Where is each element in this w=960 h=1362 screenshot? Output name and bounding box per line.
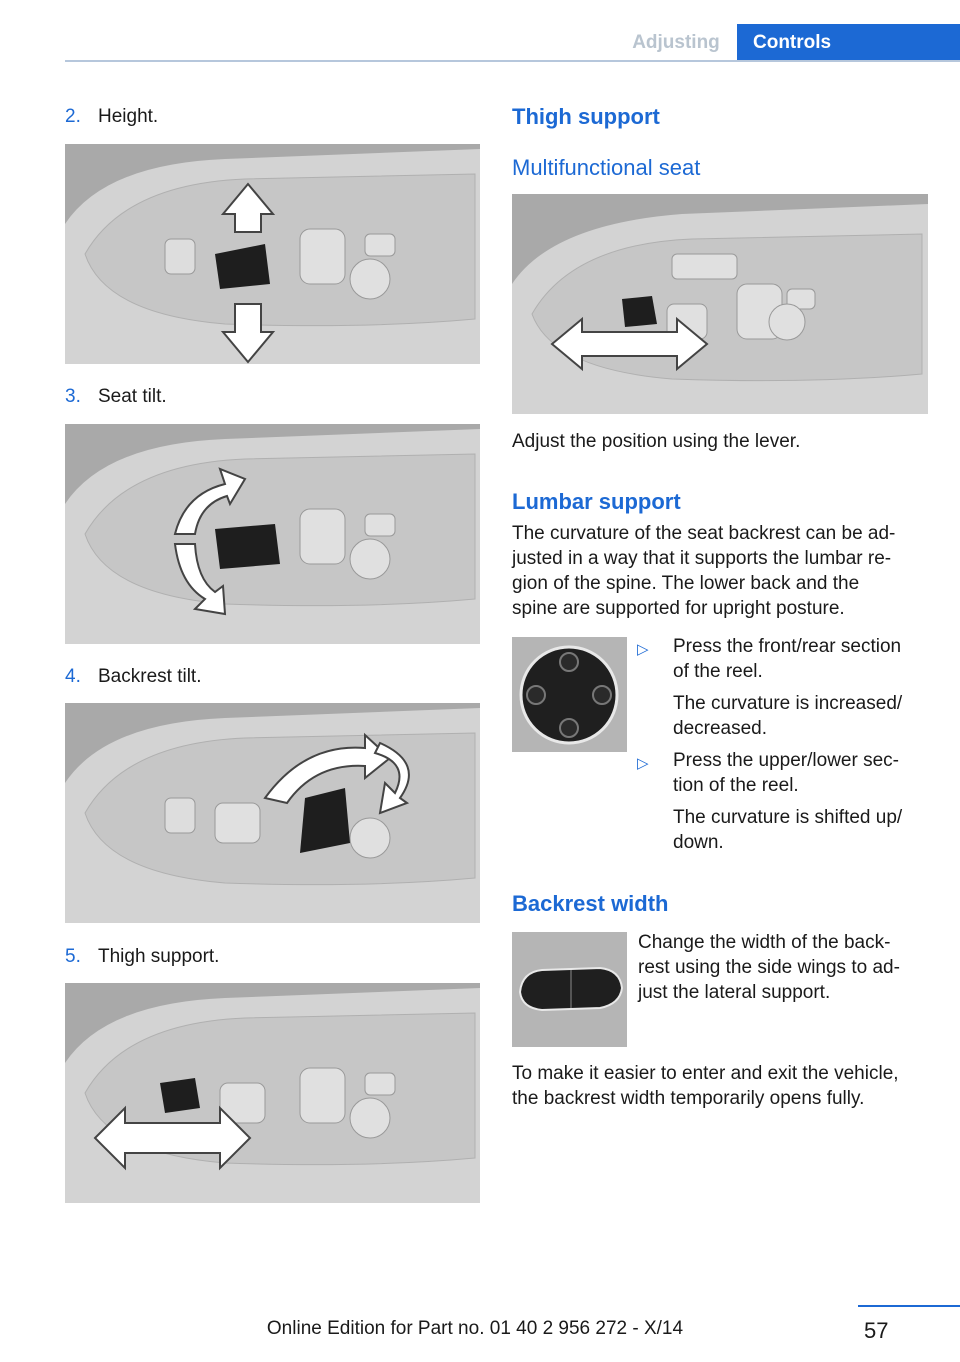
bullet-1-result-line-1: The curvature is increased/ <box>673 693 903 714</box>
bullet-2-result-line-1: The curvature is shifted up/ <box>673 807 903 828</box>
lumbar-line-1: The curvature of the seat backrest can be ad‐ <box>512 523 896 544</box>
step-number-3: 3. <box>65 386 81 407</box>
seat-tilt-illustration <box>65 424 480 644</box>
bullet-1-line-1: Press the front/rear section <box>673 636 902 657</box>
step-number-2: 2. <box>65 106 81 127</box>
step-label-thigh-support: Thigh support. <box>98 946 220 967</box>
lumbar-support-heading: Lumbar support <box>512 489 681 514</box>
lumbar-line-4: spine are supported for upright posture. <box>512 598 845 619</box>
step-number-4: 4. <box>65 666 81 687</box>
footer-divider <box>858 1305 960 1307</box>
header-section: Adjusting <box>632 31 720 53</box>
page-number: 57 <box>864 1318 889 1343</box>
thigh-support-text: Adjust the position using the lever. <box>512 431 801 452</box>
enter-exit-line-2: the backrest width temporarily opens fully. <box>512 1088 865 1109</box>
step-label-backrest-tilt: Backrest tilt. <box>98 666 202 687</box>
step-label-seat-tilt: Seat tilt. <box>98 386 167 407</box>
step-number-5: 5. <box>65 946 81 967</box>
thigh-support-heading: Thigh support <box>512 104 660 129</box>
backrest-width-switch-illustration <box>512 932 627 1047</box>
thigh-support-illustration <box>65 983 480 1203</box>
backrest-width-line-1: Change the width of the back‐ <box>638 932 891 953</box>
bullet-1-line-2: of the reel. <box>673 661 763 682</box>
step-label-height: Height. <box>98 106 159 127</box>
lumbar-reel-illustration <box>512 637 627 752</box>
seat-height-illustration <box>65 144 480 364</box>
enter-exit-line-1: To make it easier to enter and exit the vehicle, <box>512 1063 899 1084</box>
backrest-tilt-illustration <box>65 703 480 923</box>
backrest-width-line-2: rest using the side wings to ad‐ <box>638 957 900 978</box>
backrest-width-line-3: just the lateral support. <box>638 982 831 1003</box>
bullet-2-result-line-2: down. <box>673 832 724 853</box>
bullet-2-line-2: tion of the reel. <box>673 775 799 796</box>
lumbar-line-2: justed in a way that it supports the lumbar re‐ <box>512 548 892 569</box>
edition-footer: Online Edition for Part no. 01 40 2 956 272 - X/14 <box>266 1318 684 1339</box>
bullet-marker-1: ▷ <box>637 641 649 658</box>
bullet-2-line-1: Press the upper/lower sec‐ <box>673 750 899 771</box>
backrest-width-heading: Backrest width <box>512 891 669 916</box>
multifunctional-seat-heading: Multifunctional seat <box>512 155 701 180</box>
bullet-1-result-line-2: decreased. <box>673 718 768 739</box>
header-divider <box>65 60 960 62</box>
bullet-marker-2: ▷ <box>637 755 649 772</box>
multifunctional-thigh-illustration <box>512 194 928 414</box>
lumbar-line-3: gion of the spine. The lower back and the <box>512 573 860 594</box>
header-chapter: Controls <box>737 24 960 61</box>
